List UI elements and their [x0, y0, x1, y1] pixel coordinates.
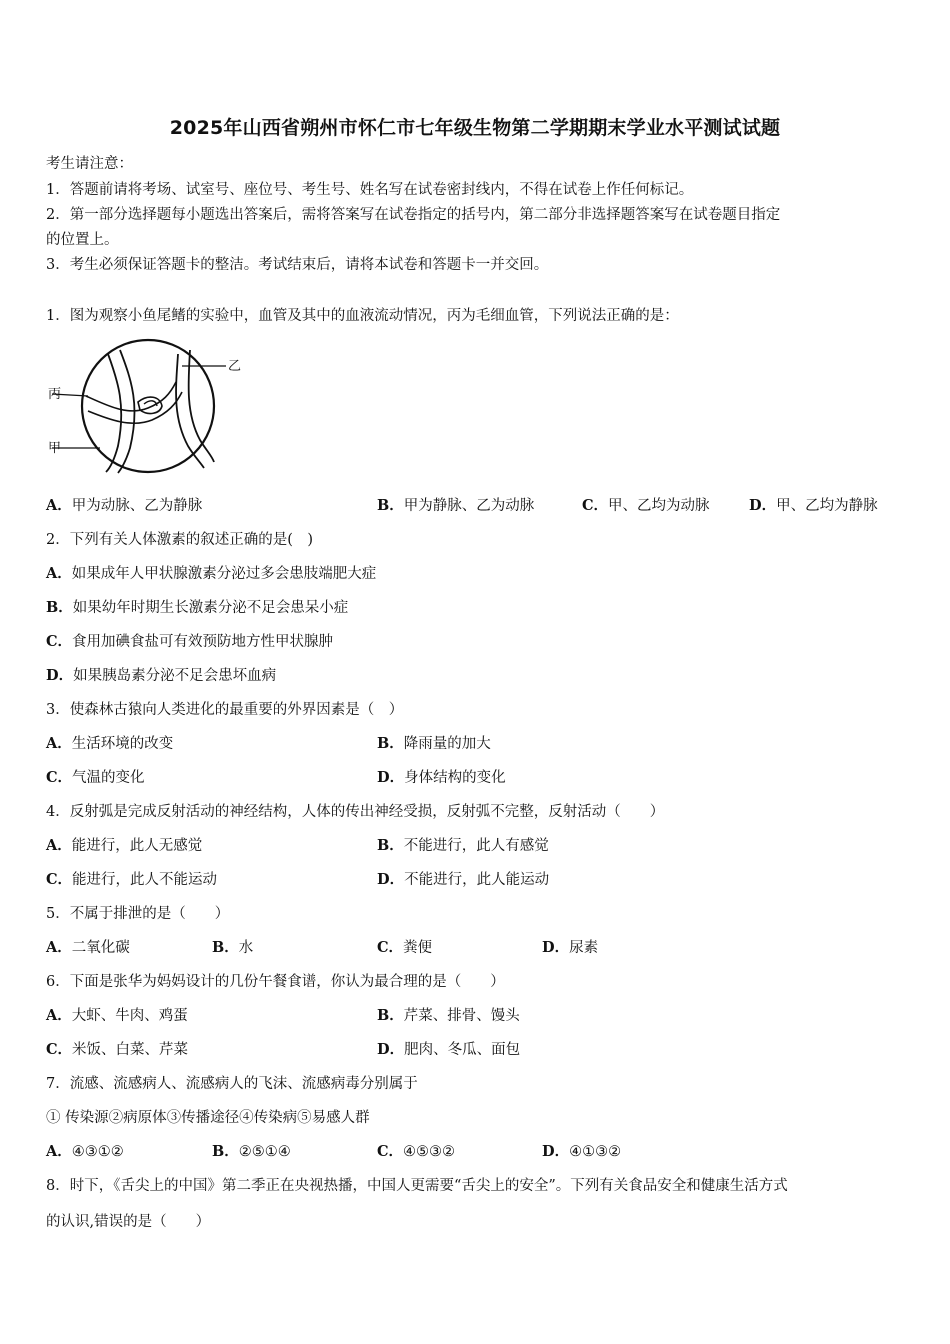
q2-option-a[interactable]: A．如果成年人甲状腺激素分泌过多会患肢端肥大症 — [46, 565, 377, 582]
figure-label-jia: 甲 — [48, 441, 62, 456]
question-5-stem: 5．不属于排泄的是（ ） — [46, 906, 230, 922]
q3-option-b[interactable]: B．降雨量的加大 — [377, 735, 491, 752]
q5-option-d[interactable]: D．尿素 — [542, 939, 599, 956]
q2-option-c[interactable]: C．食用加碘食盐可有效预防地方性甲状腺肿 — [46, 633, 334, 650]
q5-option-b[interactable]: B．水 — [212, 939, 254, 956]
q6-option-b[interactable]: B．芹菜、排骨、馒头 — [377, 1007, 520, 1024]
figure-label-bing: 丙 — [48, 387, 62, 402]
q5-option-a[interactable]: A．二氧化碳 — [46, 939, 130, 956]
q4-option-d[interactable]: D．不能进行，此人能运动 — [377, 871, 550, 888]
notice-heading: 考生请注意： — [46, 156, 133, 172]
question-7-sub: ① 传染源②病原体③传播途径④传染病⑤易感人群 — [46, 1110, 370, 1126]
question-7-stem: 7．流感、流感病人、流感病人的飞沫、流感病毒分别属于 — [46, 1076, 418, 1092]
q1-option-a[interactable]: A．甲为动脉、乙为静脉 — [46, 497, 203, 514]
page-title: 2025年山西省朔州市怀仁市七年级生物第二学期期末学业水平测试试题 — [169, 117, 781, 139]
notice-item-1: 1．答题前请将考场、试室号、座位号、考生号、姓名写在试卷密封线内，不得在试卷上作任何标记。 — [46, 182, 694, 198]
notice-item-3: 3．考生必须保证答题卡的整洁。考试结束后，请将本试卷和答题卡一并交回。 — [46, 257, 549, 273]
q4-option-c[interactable]: C．能进行，此人不能运动 — [46, 871, 218, 888]
question-1-stem: 1．图为观察小鱼尾鳍的实验中，血管及其中的血液流动情况，丙为毛细血管，下列说法正确的是： — [46, 308, 679, 324]
question-4-stem: 4．反射弧是完成反射活动的神经结构，人体的传出神经受损，反射弧不完整，反射活动（ ） — [46, 804, 665, 820]
question-6-stem: 6．下面是张华为妈妈设计的几份午餐食谱，你认为最合理的是（ ） — [46, 974, 505, 990]
q4-option-b[interactable]: B．不能进行，此人有感觉 — [377, 837, 549, 854]
q1-option-d[interactable]: D．甲、乙均为静脉 — [749, 497, 878, 514]
q3-option-a[interactable]: A．生活环境的改变 — [46, 735, 174, 752]
q5-option-c[interactable]: C．粪便 — [377, 939, 433, 956]
q7-option-a[interactable]: A．④③①② — [46, 1143, 124, 1160]
question-8-stem-cont: 的认识,错误的是（ ） — [46, 1214, 211, 1230]
q6-option-c[interactable]: C．米饭、白菜、芹菜 — [46, 1041, 189, 1058]
q1-option-b[interactable]: B．甲为静脉、乙为动脉 — [377, 497, 535, 514]
q4-option-a[interactable]: A．能进行，此人无感觉 — [46, 837, 203, 854]
q3-option-c[interactable]: C．气温的变化 — [46, 769, 145, 786]
q6-option-a[interactable]: A．大虾、牛肉、鸡蛋 — [46, 1007, 188, 1024]
q2-option-d[interactable]: D．如果胰岛素分泌不足会患坏血病 — [46, 667, 277, 684]
question-3-stem: 3．使森林古猿向人类进化的最重要的外界因素是（ ） — [46, 702, 404, 718]
question-8-stem: 8．时下，《舌尖上的中国》第二季正在央视热播，中国人更需要“舌尖上的安全”。下列有关食品安全和健康生活方式 — [46, 1178, 788, 1194]
figure-label-yi: 乙 — [228, 359, 242, 374]
q7-option-d[interactable]: D．④①③② — [542, 1143, 622, 1160]
notice-item-2-cont: 的位置上。 — [46, 232, 119, 248]
q1-option-c[interactable]: C．甲、乙均为动脉 — [582, 497, 710, 514]
q7-option-c[interactable]: C．④⑤③② — [377, 1143, 456, 1160]
notice-item-2: 2．第一部分选择题每小题选出答案后，需将答案写在试卷指定的括号内，第二部分非选择题答案写在试卷题目指定 — [46, 207, 781, 223]
q7-option-b[interactable]: B．②⑤①④ — [212, 1143, 291, 1160]
question-2-stem: 2．下列有关人体激素的叙述正确的是( ) — [46, 532, 314, 548]
fish-tail-blood-vessel-figure — [48, 336, 248, 486]
q2-option-b[interactable]: B．如果幼年时期生长激素分泌不足会患呆小症 — [46, 599, 349, 616]
q6-option-d[interactable]: D．肥肉、冬瓜、面包 — [377, 1041, 521, 1058]
q3-option-d[interactable]: D．身体结构的变化 — [377, 769, 506, 786]
